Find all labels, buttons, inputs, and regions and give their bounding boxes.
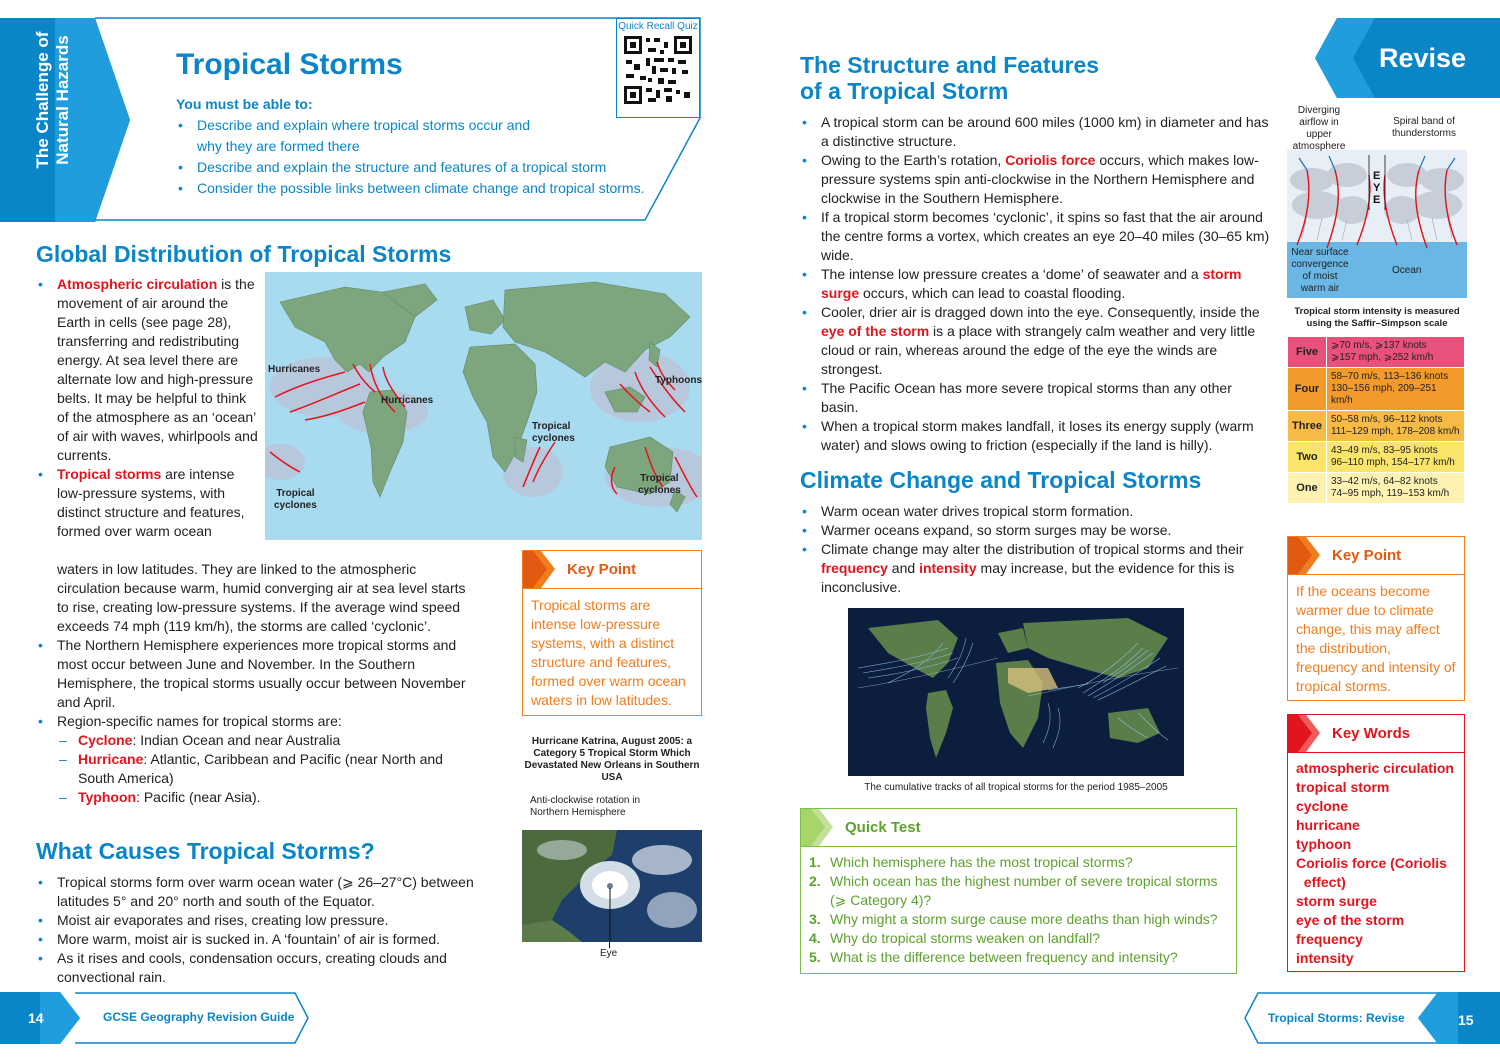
objectives-heading: You must be able to: bbox=[176, 96, 313, 112]
quick-test-question: 1. Which hemisphere has the most tropical storms? bbox=[809, 854, 1133, 870]
quick-test-question: 5. What is the difference between frequency and intensity? bbox=[809, 949, 1178, 965]
map-label-hurricanes-atlantic: Hurricanes bbox=[381, 395, 434, 406]
cause-item: • Moist air evaporates and rises, creating low pressure. bbox=[36, 911, 476, 930]
section-heading-causes: What Causes Tropical Storms? bbox=[36, 838, 375, 864]
qr-label: Quick Recall Quiz bbox=[618, 21, 698, 32]
global-text-wide bbox=[36, 560, 476, 807]
objective-item: • Describe and explain the structure and features of a tropical storm bbox=[176, 157, 656, 178]
revise-label: Revise bbox=[1379, 43, 1467, 73]
structure-list bbox=[800, 113, 1270, 455]
quick-test-question: 3. Why might a storm surge cause more deaths than high winds? bbox=[809, 911, 1218, 927]
climate-item: • Warm ocean water drives tropical storm formation. bbox=[800, 502, 1270, 521]
diagram-label-diverging: Diverging airflow in upper atmosphere bbox=[1292, 105, 1346, 152]
qr-code-icon bbox=[624, 36, 692, 104]
katrina-satellite-image bbox=[522, 830, 702, 942]
saffir-row: Five ⩾70 m/s, ⩾137 knots ⩾157 mph, ⩾252 km/h bbox=[1288, 337, 1465, 368]
bullet-atmospheric-circulation: • Atmospheric circulation is the movement of air around the Earth in cells (see page 28), transferring and redistributing energy. At sea level there are alternate low and high-pressure belts. It may be helpful to think of the atmosphere as an ‘ocean’ of air with waves, whirlpools and currents. bbox=[36, 275, 258, 465]
map-label-typhoons: Typhoons bbox=[655, 375, 703, 386]
katrina-rotation-label: Anti-clockwise rotation in Northern Hemisphere bbox=[530, 795, 641, 818]
key-point-chevron-icon bbox=[523, 551, 561, 588]
causes-list bbox=[36, 873, 476, 987]
key-point-title: Key Point bbox=[567, 561, 637, 578]
climate-item: • Warmer oceans expand, so storm surges may be worse. bbox=[800, 521, 1270, 540]
cause-item: • More warm, moist air is sucked in. A ‘fountain’ of air is formed. bbox=[36, 930, 476, 949]
storm-tracks-map bbox=[848, 608, 1184, 776]
bullet-tropical-storms-cont: waters in low latitudes. They are linked to the atmospheric circulation because warm, humid converging air at sea level starts to rise, creating low-pressure systems. If the average wind speed exceeds 74 mph (119 km/h), the storms are called ‘cyclonic’. bbox=[57, 561, 466, 634]
key-point-chevron-icon bbox=[1288, 537, 1326, 574]
footer-section-title: Tropical Storms: Revise bbox=[1268, 1011, 1405, 1025]
quick-test-box bbox=[800, 808, 1237, 974]
key-word: storm surge bbox=[1296, 893, 1377, 909]
objective-item: • Describe and explain where tropical storms occur and why they are formed there bbox=[176, 115, 656, 157]
structure-item: • The Pacific Ocean has more severe tropical storms than any other basin. bbox=[800, 379, 1270, 417]
saffir-row: Three 50–58 m/s, 96–112 knots 111–129 mph, 178–208 km/h bbox=[1288, 411, 1465, 442]
structure-item: • The intense low pressure creates a ‘dome’ of seawater and a storm surge occurs, which can lead to coastal flooding. bbox=[800, 265, 1270, 303]
quick-test-title: Quick Test bbox=[845, 819, 921, 836]
structure-item: • Cooler, drier air is dragged down into the eye. Consequently, inside the eye of the storm is a place with strangely calm weather and very little cloud or rain, whereas around the edge of the eye the winds are strongest. bbox=[800, 303, 1270, 379]
diagram-label-spiral: Spiral band of thunderstorms bbox=[1392, 116, 1456, 139]
structure-item: • When a tropical storm makes landfall, it loses its energy supply (warm water) and slows owing to friction (especially if the land is hilly). bbox=[800, 417, 1270, 455]
saffir-simpson-table bbox=[1287, 336, 1465, 504]
diagram-label-near-surface: Near surface convergence of moist warm air bbox=[1291, 247, 1349, 294]
structure-item: • A tropical storm can be around 600 miles (1000 km) in diameter and has a distinctive structure. bbox=[800, 113, 1270, 151]
map-label-cyclones-australia: Tropical cyclones bbox=[638, 473, 681, 496]
section-heading-global: Global Distribution of Tropical Storms bbox=[36, 241, 452, 267]
objective-item: • Consider the possible links between climate change and tropical storms. bbox=[176, 178, 656, 199]
key-word: atmospheric circulation bbox=[1296, 760, 1454, 776]
key-point-box-left bbox=[522, 550, 702, 716]
key-word: frequency bbox=[1296, 931, 1363, 947]
page-title: Tropical Storms bbox=[176, 48, 403, 81]
key-word: eye of the storm bbox=[1296, 912, 1405, 928]
key-words-title: Key Words bbox=[1332, 725, 1411, 742]
name-hurricane: – Hurricane: Atlantic, Caribbean and Pacific (near North and South America) bbox=[57, 750, 476, 788]
key-word: hurricane bbox=[1296, 817, 1360, 833]
section-heading-structure: The Structure and Features of a Tropical Storm bbox=[800, 52, 1100, 104]
saffir-row: Two 43–49 m/s, 83–95 knots 96–110 mph, 154–177 km/h bbox=[1288, 442, 1465, 473]
section-heading-climate: Climate Change and Tropical Storms bbox=[800, 467, 1202, 493]
objectives-block bbox=[176, 96, 656, 199]
quick-test-question: 4. Why do tropical storms weaken on landfall? bbox=[809, 930, 1101, 946]
key-point-text: Tropical storms are intense low-pressure systems, with a distinct structure and features, formed over warm ocean waters in low latitudes. bbox=[531, 597, 686, 708]
storm-tracks-caption: The cumulative tracks of all tropical storms for the period 1985–2005 bbox=[864, 782, 1168, 793]
name-typhoon: – Typhoon: Pacific (near Asia). bbox=[57, 788, 476, 807]
structure-item: • If a tropical storm becomes ‘cyclonic’, it spins so fast that the air around the centre forms a vortex, which creates an eye 20–40 miles (30–65 km) wide. bbox=[800, 208, 1270, 265]
diagram-eye-letters: EYE bbox=[1373, 170, 1381, 206]
map-label-cyclones-south-pacific: Tropical cyclones bbox=[274, 488, 317, 511]
key-words-box bbox=[1287, 714, 1465, 972]
katrina-eye-label: Eye bbox=[600, 948, 618, 959]
quick-test-chevron-icon bbox=[801, 809, 839, 846]
key-word: tropical storm bbox=[1296, 779, 1390, 795]
bullet-tropical-storms: • Tropical storms are intense low-pressure systems, with distinct structure and features, formed over warm ocean bbox=[36, 465, 258, 541]
climate-item: • Climate change may alter the distribution of tropical storms and their frequency and intensity may increase, but the evidence for this is inconclusive. bbox=[800, 540, 1270, 597]
cause-item: • As it rises and cools, condensation occurs, creating clouds and convectional rain. bbox=[36, 949, 476, 987]
key-point-text: If the oceans become warmer due to climate change, this may affect the distribution, frequency and intensity of tropical storms. bbox=[1296, 583, 1456, 694]
katrina-caption: Hurricane Katrina, August 2005: a Category 5 Tropical Storm Which Devastated New Orleans in Southern USA bbox=[524, 736, 700, 783]
key-word: intensity bbox=[1296, 950, 1354, 966]
key-point-title: Key Point bbox=[1332, 547, 1402, 564]
key-word: cyclone bbox=[1296, 798, 1349, 814]
saffir-caption: Tropical storm intensity is measured using the Saffir–Simpson scale bbox=[1294, 306, 1460, 329]
diagram-label-ocean: Ocean bbox=[1392, 265, 1422, 276]
global-text-narrow bbox=[36, 275, 258, 541]
climate-list bbox=[800, 502, 1270, 597]
structure-item: • Owing to the Earth’s rotation, Coriolis force occurs, which makes low-pressure systems spin anti-clockwise in the Northern Hemisphere and clockwise in the Southern Hemisphere. bbox=[800, 151, 1270, 208]
quick-test-question: 2. Which ocean has the highest number of severe tropical storms (⩾ Category 4)? bbox=[809, 873, 1218, 908]
key-words-chevron-icon bbox=[1288, 715, 1326, 752]
key-point-box-right bbox=[1287, 536, 1465, 701]
cause-item: • Tropical storms form over warm ocean water (⩾ 26–27°C) between latitudes 5° and 20° north and south of the Equator. bbox=[36, 873, 476, 911]
map-label-cyclones-indian: Tropical cyclones bbox=[532, 421, 575, 444]
key-word: typhoon bbox=[1296, 836, 1352, 852]
footer-page-number-left: 14 bbox=[28, 1010, 44, 1026]
footer-book-title: GCSE Geography Revision Guide bbox=[103, 1010, 295, 1024]
chapter-side-tab: The Challenge of Natural Hazards bbox=[33, 31, 72, 169]
world-map bbox=[265, 272, 702, 540]
saffir-row: Four 58–70 m/s, 113–136 knots 130–156 mph, 209–251 km/h bbox=[1288, 368, 1465, 411]
bullet-region-names: • Region-specific names for tropical storms are: – Cyclone: Indian Ocean and near Australia – Hurricane: Atlantic, Caribbean and Pacific (near North and South America) – Typhoon: Pacific (near Asia). bbox=[36, 712, 476, 807]
footer-page-number-right: 15 bbox=[1458, 1012, 1474, 1028]
key-word: Coriolis force (Coriolis effect) bbox=[1296, 855, 1447, 890]
name-cyclone: – Cyclone: Indian Ocean and near Australia bbox=[57, 731, 476, 750]
saffir-row: One 33–42 m/s, 64–82 knots 74–95 mph, 119–153 km/h bbox=[1288, 473, 1465, 504]
map-label-hurricanes-pacific: Hurricanes bbox=[268, 364, 321, 375]
bullet-hemisphere: • The Northern Hemisphere experiences more tropical storms and most occur between June and November. In the Southern Hemisphere, the tropical storms usually occur between November and April. bbox=[36, 636, 476, 712]
